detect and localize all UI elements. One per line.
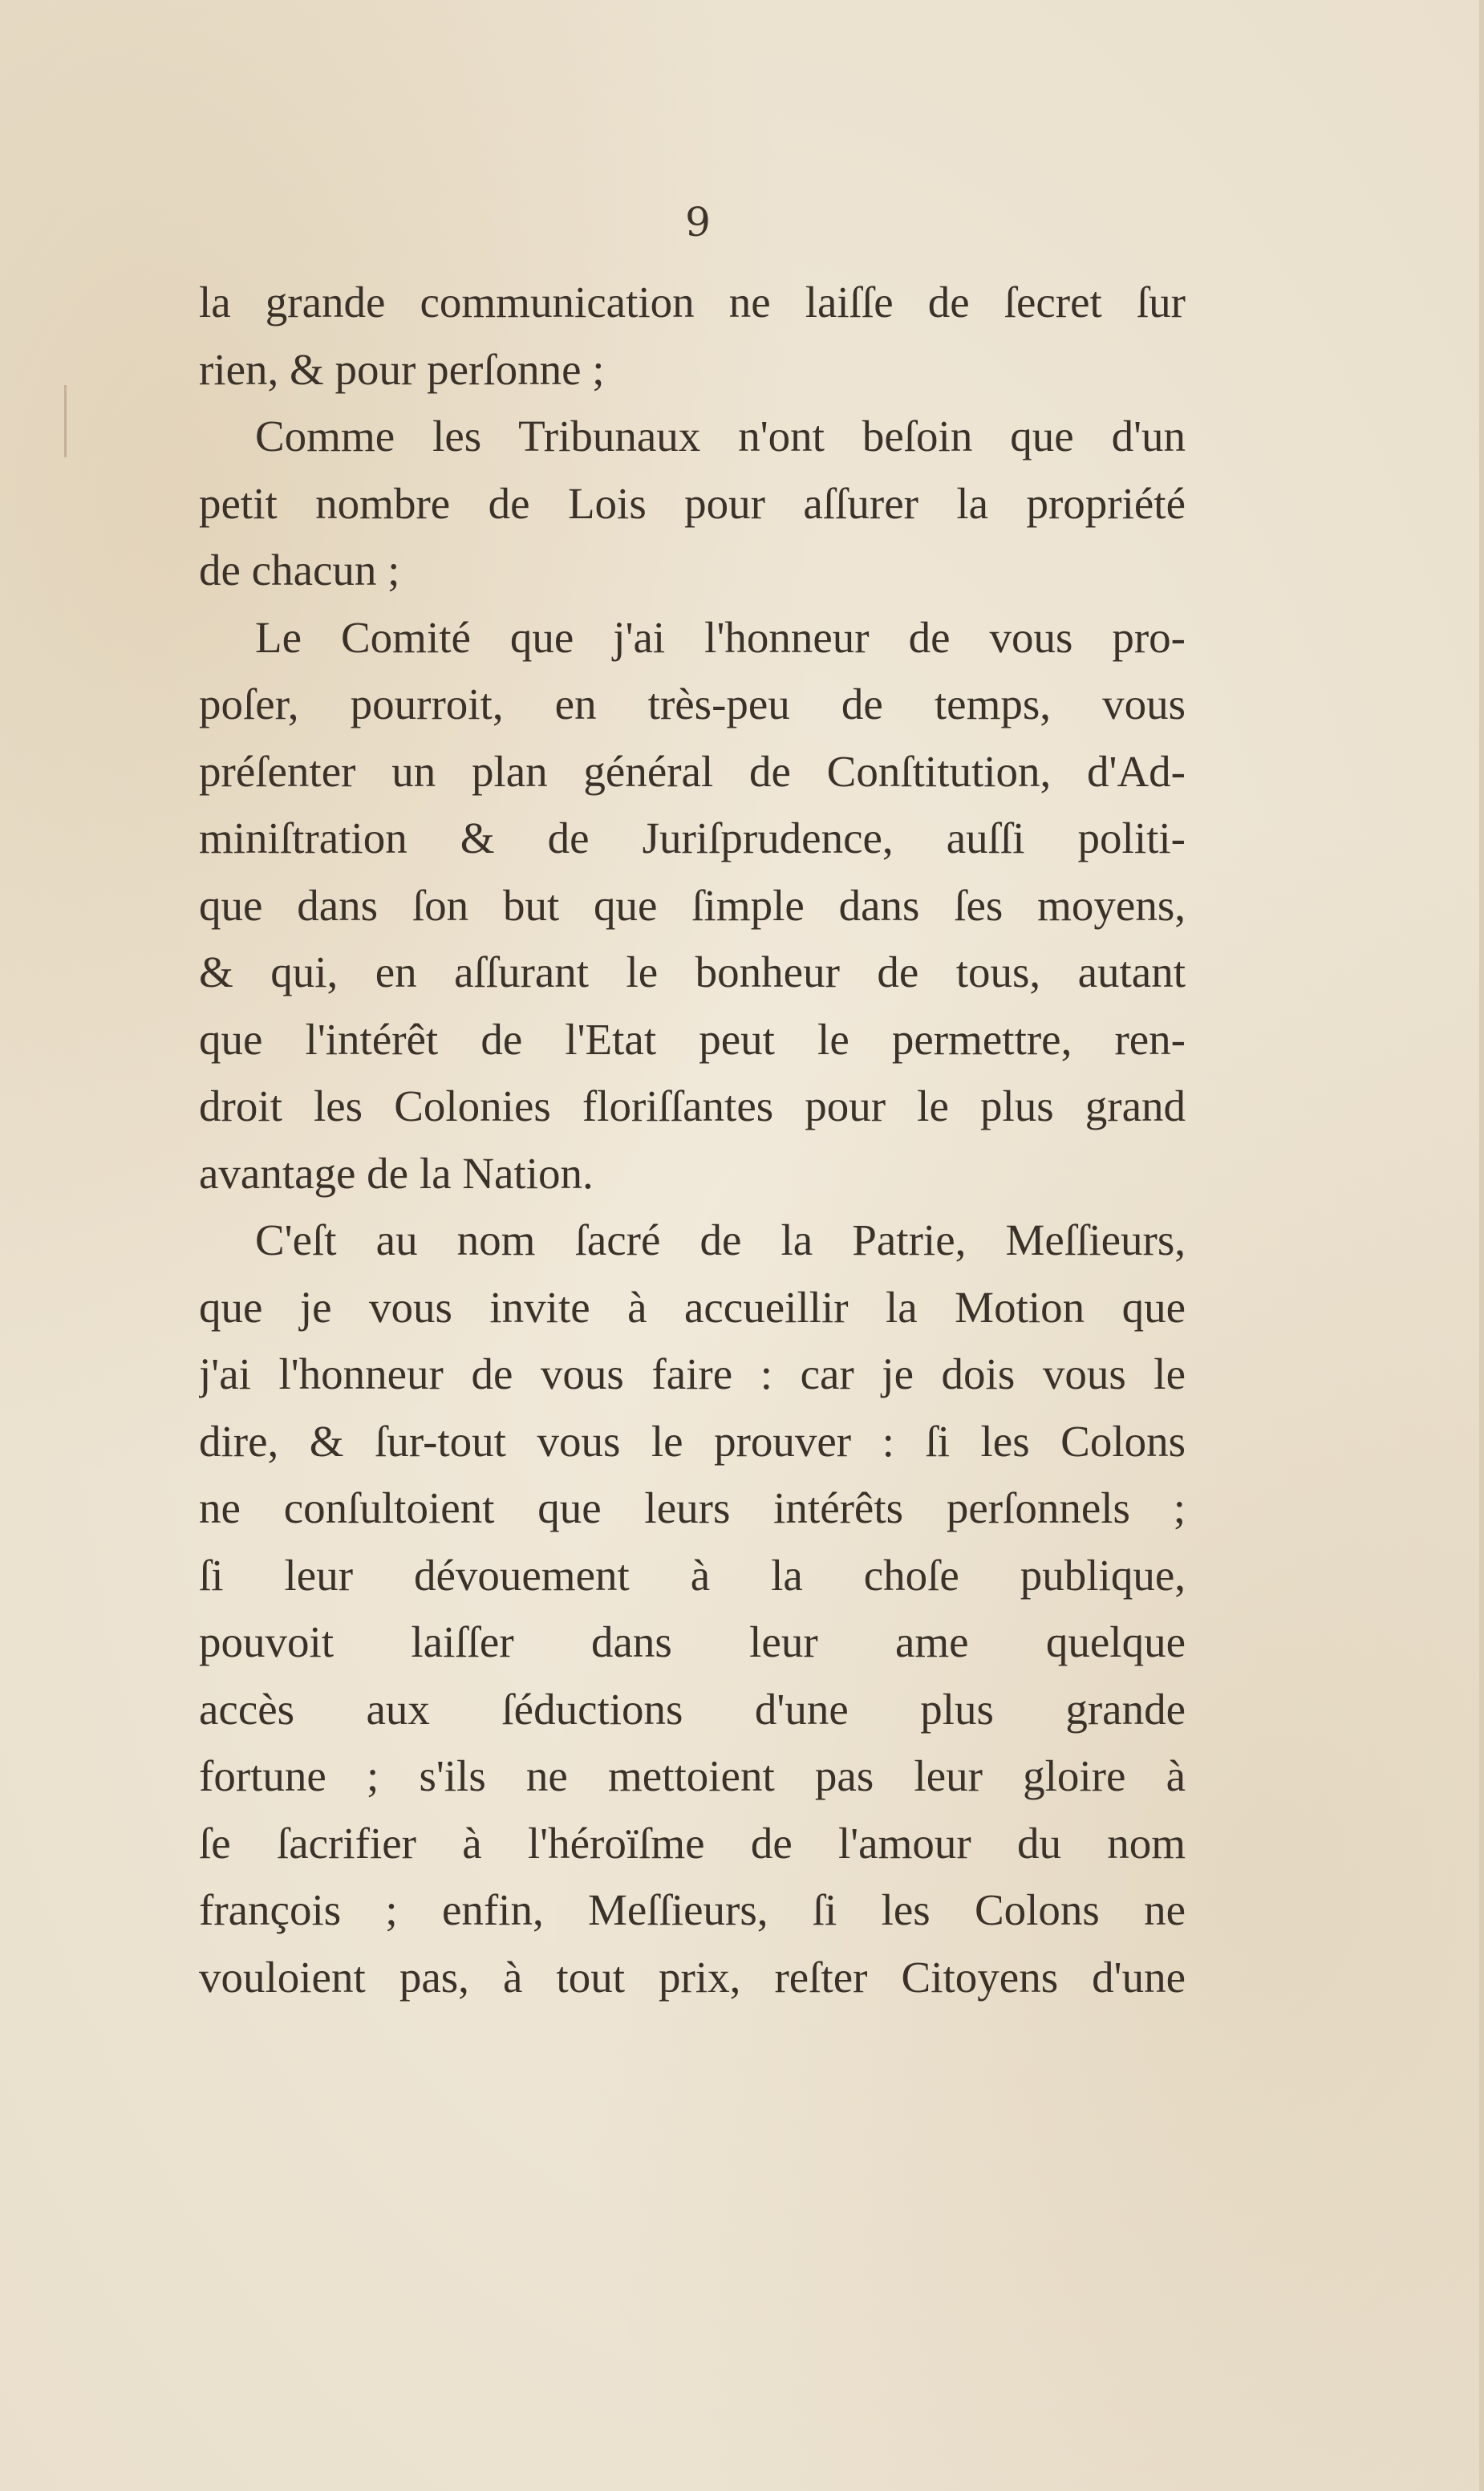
text-line: pouvoit laiſſer dans leur ame quelque [199, 1617, 1186, 1666]
text-line: Le Comité que j'ai l'honneur de vous pro- [255, 612, 1186, 662]
text-line: & qui, en aſſurant le bonheur de tous, autant [199, 947, 1186, 996]
text-line: la grande communication ne laiſſe de ſecret ſur [199, 278, 1186, 327]
text-line: ſe ſacrifier à l'héroïſme de l'amour du nom [199, 1818, 1186, 1868]
text-line: j'ai l'honneur de vous faire : car je dois vous le [199, 1349, 1186, 1398]
text-line: droit les Colonies floriſſantes pour le plus grand [199, 1081, 1186, 1130]
text-line: ſi leur dévouement à la choſe publique, [199, 1550, 1186, 1600]
page-edge-mark [64, 385, 115, 457]
text-line: préſenter un plan général de Conſtitution, d'Ad- [199, 746, 1186, 796]
text-line: de chacun ; [199, 546, 400, 594]
text-line: françois ; enfin, Meſſieurs, ſi les Colons ne [199, 1885, 1186, 1934]
text-line: rien, & pour perſonne ; [199, 344, 605, 394]
text-line: que l'intérêt de l'Etat peut le permettre, ren- [199, 1014, 1186, 1064]
text-line: miniſtration & de Juriſprudence, auſſi politi- [199, 813, 1186, 862]
text-line: accès aux ſéductions d'une plus grande [199, 1684, 1186, 1734]
text-line: ne conſultoient que leurs intérêts perſonnels ; [199, 1483, 1186, 1532]
body-text [199, 269, 1186, 2010]
text-line: dire, & ſur-tout vous le prouver : ſi les Colons [199, 1416, 1186, 1466]
text-line: petit nombre de Lois pour aſſurer la propriété [199, 478, 1186, 528]
page-number: 9 [685, 199, 711, 245]
text-line: C'eſt au nom ſacré de la Patrie, Meſſieurs, [255, 1215, 1186, 1264]
text-line: Comme les Tribunaux n'ont beſoin que d'un [255, 412, 1186, 460]
text-line: vouloient pas, à tout prix, reſter Citoyens d'une [199, 1952, 1186, 2002]
text-line: fortune ; s'ils ne mettoient pas leur gloire à [199, 1751, 1186, 1800]
text-line: que je vous invite à accueillir la Motion que [199, 1282, 1186, 1332]
text-line: poſer, pourroit, en très-peu de temps, vous [199, 680, 1186, 728]
text-line: que dans ſon but que ſimple dans ſes moyens, [199, 880, 1186, 930]
text-line: avantage de la Nation. [199, 1148, 594, 1198]
